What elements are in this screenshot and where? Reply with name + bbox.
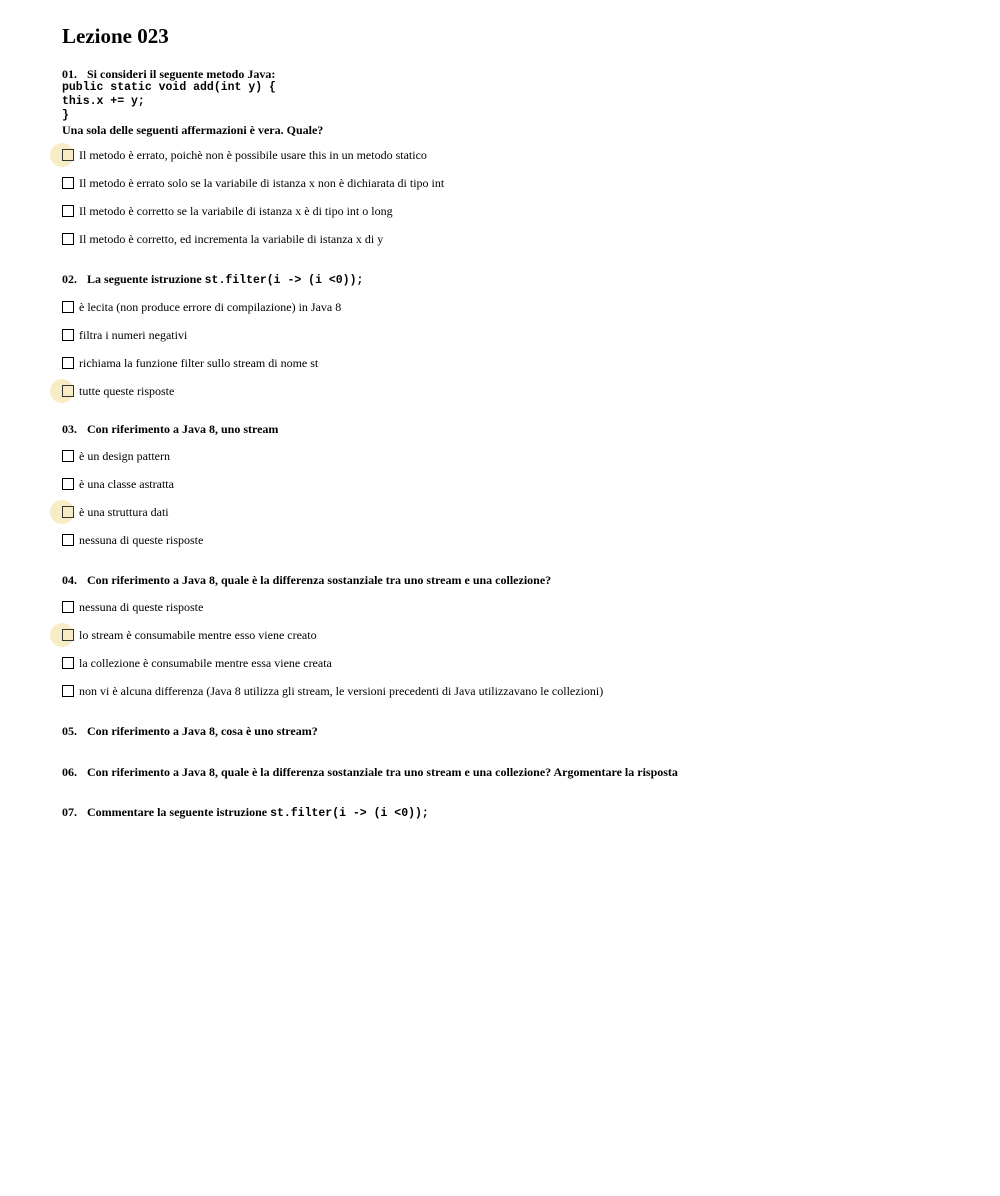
answer-text: è una classe astratta	[79, 476, 174, 491]
answer-text: è una struttura dati	[79, 504, 169, 519]
answer-text: Il metodo è errato solo se la variabile di istanza x non è dichiarata di tipo int	[79, 175, 445, 190]
answer-option[interactable]	[62, 377, 962, 405]
question-text: Con riferimento a Java 8, cosa è uno stream?	[87, 724, 318, 738]
answer-option[interactable]	[62, 526, 962, 554]
answer-text: nessuna di queste risposte	[79, 599, 204, 614]
answer-checkbox[interactable]	[62, 450, 74, 462]
question-text: Si consideri il seguente metodo Java:	[87, 67, 276, 81]
answer-text: la collezione è consumabile mentre essa viene creata	[79, 655, 332, 670]
question-number: 02.	[62, 272, 77, 286]
answer-text: non vi è alcuna differenza (Java 8 utilizza gli stream, le versioni precedenti di Java utilizzavano le collezioni)	[79, 683, 604, 698]
answer-option[interactable]	[62, 498, 962, 526]
question-06	[62, 765, 962, 779]
answer-checkbox[interactable]	[62, 301, 74, 313]
answer-text: Il metodo è corretto se la variabile di istanza x è di tipo int o long	[79, 203, 393, 218]
answer-checkbox[interactable]	[62, 478, 74, 490]
question-01	[62, 67, 962, 253]
answer-option[interactable]	[62, 349, 962, 377]
question-text: Commentare la seguente istruzione	[87, 805, 268, 819]
answer-text: Il metodo è errato, poichè non è possibile usare this in un metodo statico	[79, 147, 427, 162]
answer-option[interactable]	[62, 225, 962, 253]
inline-code: st.filter(i -> (i <0));	[270, 807, 429, 820]
answer-checkbox[interactable]	[62, 601, 74, 613]
answer-checkbox[interactable]	[62, 329, 74, 341]
answer-option[interactable]	[62, 470, 962, 498]
answer-option[interactable]	[62, 593, 962, 621]
question-number: 07.	[62, 805, 77, 819]
answer-text: è lecita (non produce errore di compilazione) in Java 8	[79, 299, 342, 314]
question-03-heading	[62, 422, 962, 436]
question-text: Con riferimento a Java 8, quale è la differenza sostanziale tra uno stream e una collezione? Argomentare la risposta	[87, 765, 678, 779]
question-03	[62, 422, 962, 554]
answer-option[interactable]	[62, 442, 962, 470]
question-text: La seguente istruzione	[87, 272, 202, 286]
question-number: 06.	[62, 765, 77, 779]
question-04	[62, 573, 962, 705]
question-05	[62, 724, 962, 738]
question-07-heading	[62, 805, 962, 821]
answer-checkbox[interactable]	[62, 385, 74, 397]
code-line: this.x += y;	[62, 95, 145, 108]
answer-option[interactable]	[62, 649, 962, 677]
answer-text: Il metodo è corretto, ed incrementa la variabile di istanza x di y	[79, 231, 384, 246]
answer-checkbox[interactable]	[62, 357, 74, 369]
answer-option[interactable]	[62, 321, 962, 349]
answer-checkbox[interactable]	[62, 506, 74, 518]
answer-checkbox[interactable]	[62, 149, 74, 161]
answer-checkbox[interactable]	[62, 534, 74, 546]
answer-option[interactable]	[62, 677, 962, 705]
page-title: Lezione 023	[62, 24, 169, 48]
answer-text: richiama la funzione filter sullo stream di nome st	[79, 355, 319, 370]
question-02-heading	[62, 272, 962, 288]
answer-option[interactable]	[62, 169, 962, 197]
question-04-heading	[62, 573, 962, 587]
answer-text: lo stream è consumabile mentre esso viene creato	[79, 627, 317, 642]
question-06-heading	[62, 765, 962, 779]
question-number: 03.	[62, 422, 77, 436]
inline-code: st.filter(i -> (i <0));	[204, 274, 364, 287]
answer-option[interactable]	[62, 197, 962, 225]
answer-checkbox[interactable]	[62, 233, 74, 245]
answer-option[interactable]	[62, 621, 962, 649]
question-number: 05.	[62, 724, 77, 738]
question-01-heading	[62, 67, 962, 81]
answer-checkbox[interactable]	[62, 205, 74, 217]
question-07	[62, 805, 962, 821]
answer-checkbox[interactable]	[62, 685, 74, 697]
question-prompt: Una sola delle seguenti affermazioni è vera. Quale?	[62, 123, 324, 137]
answer-option[interactable]	[62, 141, 962, 169]
answer-option[interactable]	[62, 293, 962, 321]
quiz-page	[62, 22, 962, 820]
question-05-heading	[62, 724, 962, 738]
question-number: 04.	[62, 573, 77, 587]
answer-checkbox[interactable]	[62, 657, 74, 669]
question-text: Con riferimento a Java 8, quale è la differenza sostanziale tra uno stream e una collezione?	[87, 573, 552, 587]
answer-text: tutte queste risposte	[79, 383, 175, 398]
answer-checkbox[interactable]	[62, 177, 74, 189]
answer-text: nessuna di queste risposte	[79, 532, 204, 547]
answer-checkbox[interactable]	[62, 629, 74, 641]
answer-text: è un design pattern	[79, 448, 170, 463]
question-text: Con riferimento a Java 8, uno stream	[87, 422, 279, 436]
answer-text: filtra i numeri negativi	[79, 327, 188, 342]
code-line: public static void add(int y) {	[62, 81, 276, 94]
question-number: 01.	[62, 67, 77, 81]
question-02	[62, 272, 962, 405]
code-line: }	[62, 109, 69, 122]
